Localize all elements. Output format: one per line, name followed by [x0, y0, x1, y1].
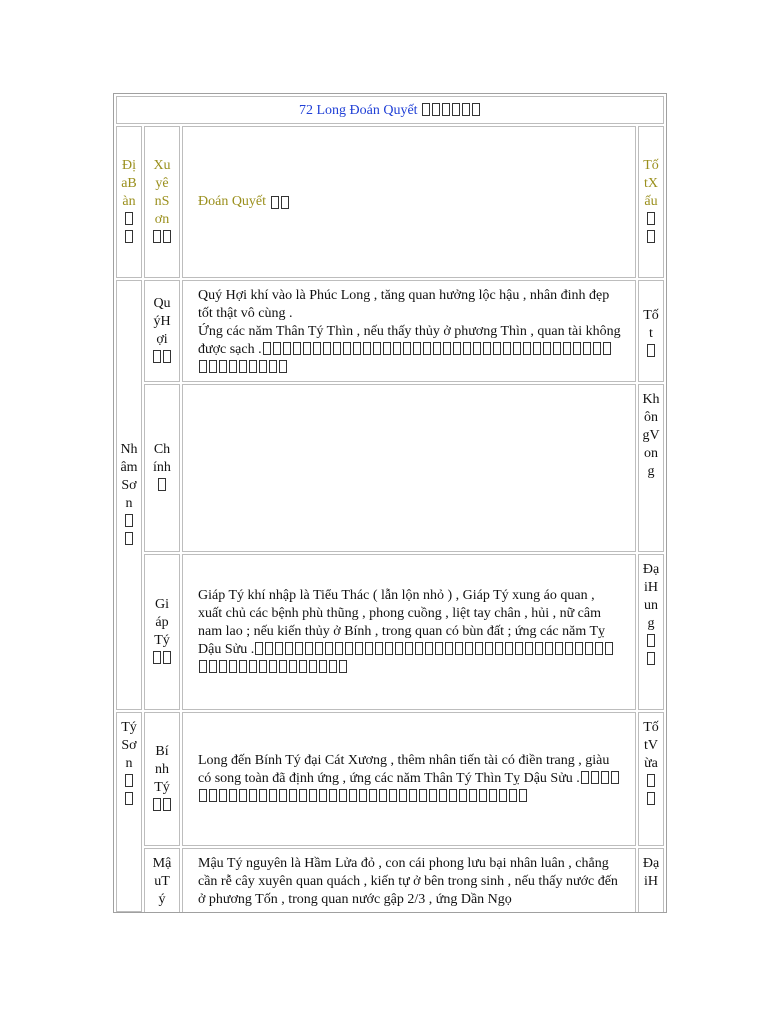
- header-xuyen-son: [144, 126, 180, 278]
- missing-glyph-icon: [647, 344, 655, 357]
- missing-glyph-icon: [153, 230, 161, 243]
- row-text-giap-ty: [182, 554, 636, 710]
- missing-glyph-icon: [163, 230, 171, 243]
- group-nham-son-text: NhâmSơn: [120, 442, 138, 511]
- missing-glyph-icon: [125, 514, 133, 527]
- missing-glyph-icon: [153, 651, 161, 664]
- header-xuyen-son-text: XuyênSơn: [153, 158, 171, 227]
- row-name-text: Chính: [153, 442, 171, 475]
- missing-glyph-icon: [158, 478, 166, 491]
- row-text: Giáp Tý khí nhập là Tiểu Thác ( lẫn lộn nhỏ ) , Giáp Tý xung áo quan , xuất chủ các bệnh phù thũng , phong cuồng , liệt tay chân , hủi , nữ câm nam lao ; nếu kiến thủy ở Bính , trong quan có bùn đất ; ứng các năm Tỵ Dậu Sửu .: [198, 588, 606, 657]
- missing-glyph-icon: [125, 230, 133, 243]
- missing-glyph-icon: [163, 798, 171, 811]
- header-tot-xau-text: TốtXấu: [643, 158, 659, 209]
- group-ty-son: [116, 712, 142, 912]
- missing-glyph-icon: [163, 651, 171, 664]
- missing-glyph-icon: [647, 652, 655, 665]
- missing-glyphs-icon: [421, 103, 481, 118]
- header-doan-quyet: [182, 126, 636, 278]
- missing-glyphs-icon: [198, 642, 614, 675]
- missing-glyph-icon: [271, 196, 279, 209]
- row-name-mau-ty: [144, 848, 180, 913]
- row-text: Quý Hợi khí vào là Phúc Long , tăng quan hưởng lộc hậu , nhân đinh đẹp tốt thật vô cùng . Ứng các năm Thân Tý Thìn , nếu thấy thủy ở phương Thìn , quan tài không được sạch .: [198, 288, 621, 357]
- row-text-binh-ty: [182, 712, 636, 846]
- row-verdict-chinh: [638, 384, 664, 552]
- header-dia-ban-text: ĐịaBàn: [121, 158, 137, 209]
- row-verdict-text: ĐạiHung: [642, 562, 660, 631]
- row-verdict-text: Tốt: [643, 308, 659, 341]
- row-name-binh-ty: [144, 712, 180, 846]
- group-nham-son: [116, 280, 142, 710]
- missing-glyph-icon: [647, 792, 655, 805]
- row-verdict-text: KhôngVong: [642, 392, 660, 479]
- missing-glyph-icon: [647, 634, 655, 647]
- row-verdict-mau-ty: [638, 848, 664, 913]
- row-text-mau-ty: [182, 848, 636, 913]
- missing-glyph-icon: [153, 798, 161, 811]
- missing-glyph-icon: [281, 196, 289, 209]
- row-name-text: GiápTý: [154, 597, 170, 648]
- row-name-text: BínhTý: [154, 744, 170, 795]
- missing-glyph-icon: [647, 212, 655, 225]
- missing-glyph-icon: [647, 230, 655, 243]
- document-table: [113, 93, 667, 913]
- missing-glyph-icon: [125, 532, 133, 545]
- missing-glyph-icon: [647, 774, 655, 787]
- missing-glyph-icon: [153, 350, 161, 363]
- row-name-chinh: [144, 384, 180, 552]
- missing-glyph-icon: [163, 350, 171, 363]
- row-verdict-quy-hoi: [638, 280, 664, 382]
- row-name-quy-hoi: [144, 280, 180, 382]
- group-ty-son-text: TýSơn: [121, 720, 137, 771]
- missing-glyph-icon: [125, 212, 133, 225]
- missing-glyph-icon: [125, 774, 133, 787]
- row-text: Long đến Bính Tý đại Cát Xương , thêm nhân tiến tài có điền trang , giàu có song toàn đã định ứng , ứng các năm Thân Tý Thìn Tỵ Dậu Sửu .: [198, 753, 610, 786]
- row-name-giap-ty: [144, 554, 180, 710]
- header-doan-quyet-text: Đoán Quyết: [198, 194, 267, 209]
- row-name-text: MậuTý: [152, 856, 172, 907]
- header-tot-xau: [638, 126, 664, 278]
- row-verdict-text: TốtVừa: [643, 720, 659, 771]
- header-dia-ban: [116, 126, 142, 278]
- row-text: Mậu Tý nguyên là Hầm Lửa đỏ , con cái phong lưu bại nhân luân , chẳng cần rễ cây xuyên quan quách , kiến tự ở bên trong sinh , nếu thấy nước đến ở phương Tốn , trong quan nước gập 2/3 , ứng Dần Ngọ: [198, 856, 618, 907]
- row-verdict-binh-ty: [638, 712, 664, 846]
- row-text-chinh: [182, 384, 636, 552]
- table-title: [116, 96, 664, 124]
- row-text-quy-hoi: [182, 280, 636, 382]
- row-name-text: QuýHợi: [153, 296, 171, 347]
- row-verdict-text: ĐạiH: [642, 856, 660, 889]
- row-verdict-giap-ty: [638, 554, 664, 710]
- title-text: 72 Long Đoán Quyết: [298, 103, 418, 118]
- missing-glyph-icon: [125, 792, 133, 805]
